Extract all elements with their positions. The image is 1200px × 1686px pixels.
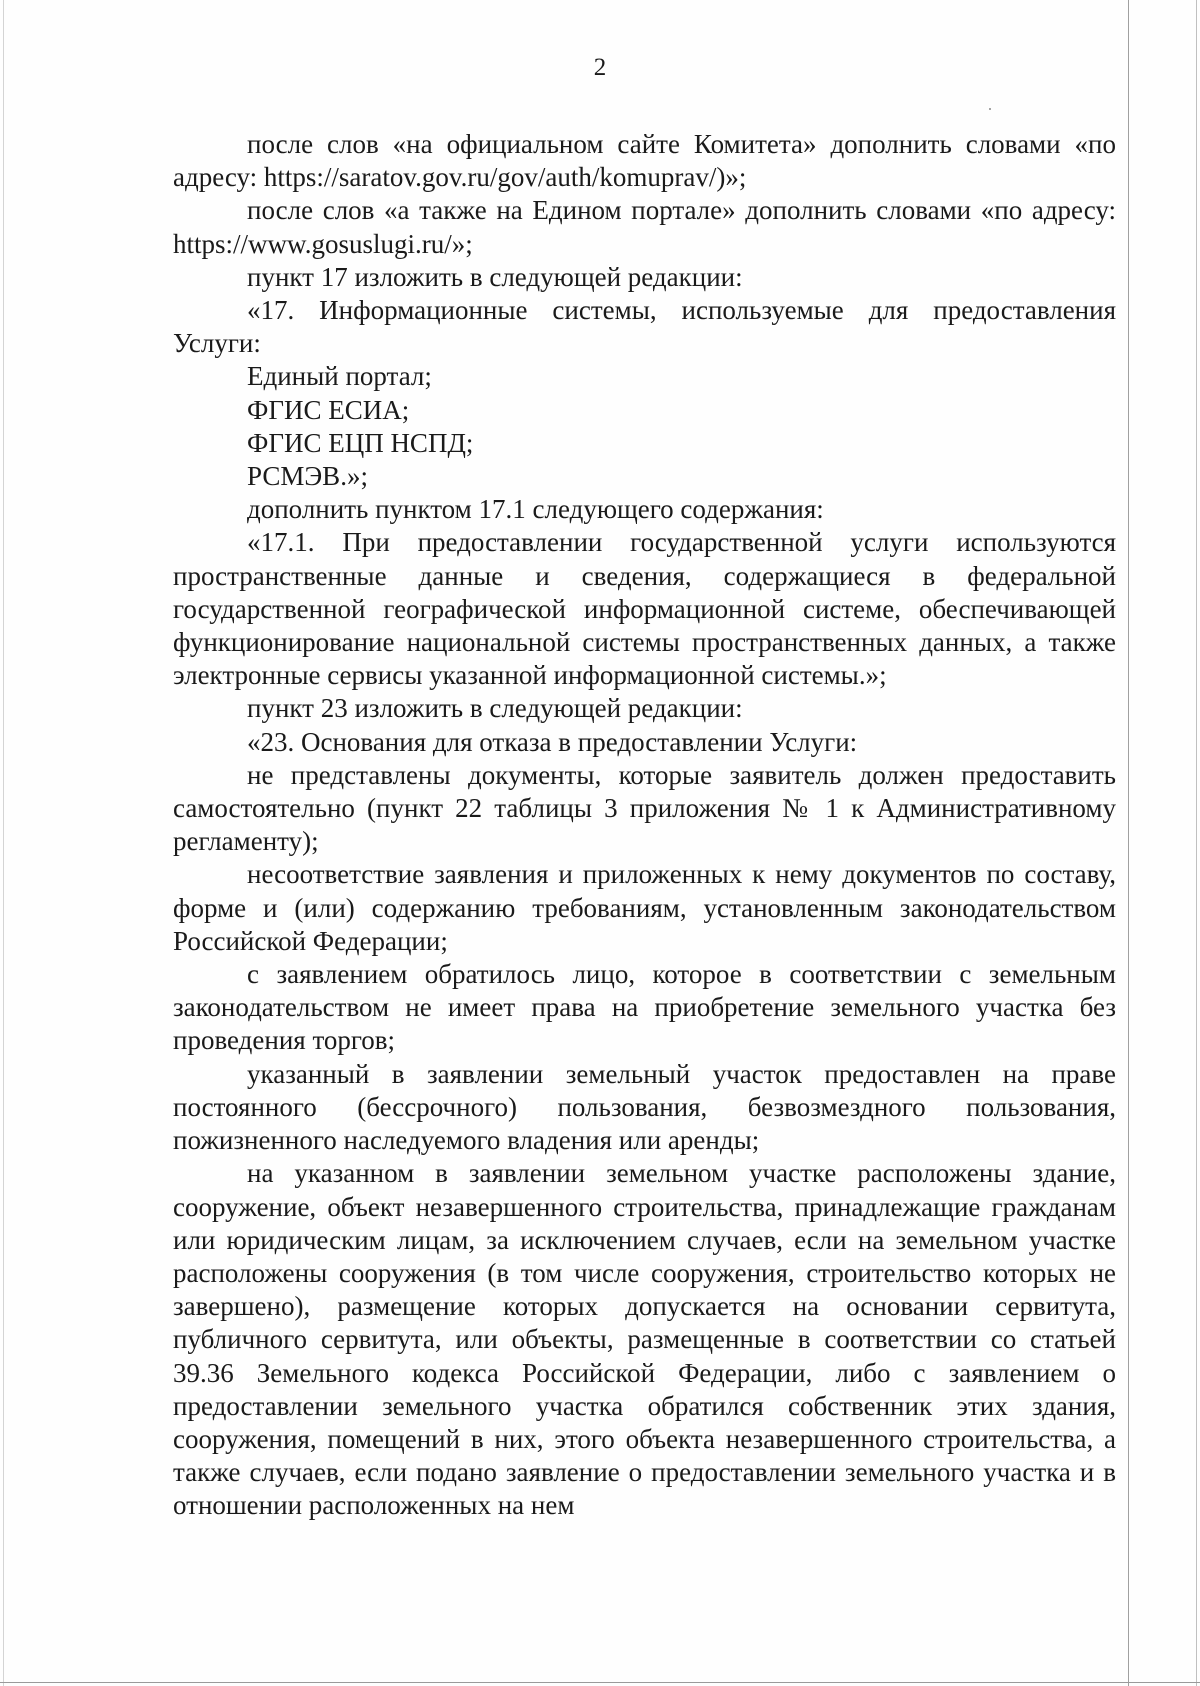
list-item: ФГИС ЕЦП НСПД; [247,427,474,458]
paragraph: с заявлением обратилось лицо, которое в соответствии с земельным законодательством не имеет права на приобретение земельного участка без проведения торгов; [173,959,1116,1056]
paragraph: несоответствие заявления и приложенных к нему документов по составу, форме и (или) содержанию требованиям, установленным законодательством Российской Федерации; [173,859,1116,956]
paragraph: пункт 23 изложить в следующей редакции: [247,693,743,724]
paragraph: «23. Основания для отказа в предоставлении Услуги: [247,726,858,757]
document-body [173,128,1116,1523]
scan-border-right [1128,0,1129,1686]
list-item: Единый портал; [247,361,432,392]
paragraph: после слов «на официальном сайте Комитета» дополнить словами «по адресу: https://saratov.gov.ru/gov/auth/komuprav/)»; [173,129,1116,193]
scan-border-right-outer [1196,0,1197,1686]
list-item: РСМЭВ.»; [247,461,368,492]
paragraph: дополнить пунктом 17.1 следующего содержания: [247,494,824,525]
scan-speck [989,108,991,110]
page-number: 2 [593,54,607,81]
paragraph: после слов «а также на Едином портале» дополнить словами «по адресу: https://www.gosuslugi.ru/»; [173,195,1116,259]
paragraph: указанный в заявлении земельный участок предоставлен на праве постоянного (бессрочного) пользования, безвозмездного пользования, пожизненного наследуемого владения или аренды; [173,1058,1116,1156]
paragraph: пункт 17 изложить в следующей редакции: [247,261,743,292]
list-item: ФГИС ЕСИА; [247,394,410,425]
paragraph: «17. Информационные системы, используемые для предоставления Услуги: [173,295,1116,359]
scan-border-bottom [0,1682,1200,1683]
paragraph: не представлены документы, которые заявитель должен предоставить самостоятельно (пункт 22 таблицы 3 приложения № 1 к Административному регламенту); [173,759,1116,857]
paragraph: «17.1. При предоставлении государственной услуги используются пространственные данные и сведения, содержащиеся в федеральной государственной географической информационной системе, обеспечивающей функционирование национальной системы пространственных данных, а также электронные сервисы указанной информационной системы.»; [173,527,1116,691]
paragraph: на указанном в заявлении земельном участке расположены здание, сооружение, объект незавершенного строительства, принадлежащие гражданам или юридическим лицам, за исключением случаев, если на земельном участке расположены сооружения (в том числе сооружения, строительство которых не завершено), размещение которых допускается на основании сервитута, публичного сервитута, или объекты, размещенные в соответствии со статьей 39.36 Земельного кодекса Российской Федерации, либо с заявлением о предоставлении земельного участка обратился собственник этих здания, сооружения, помещений в них, этого объекта незавершенного строительства, а также случаев, если подано заявление о предоставлении земельного участка и в отношении расположенных на нем [173,1158,1116,1521]
scan-border-left [3,0,4,1686]
